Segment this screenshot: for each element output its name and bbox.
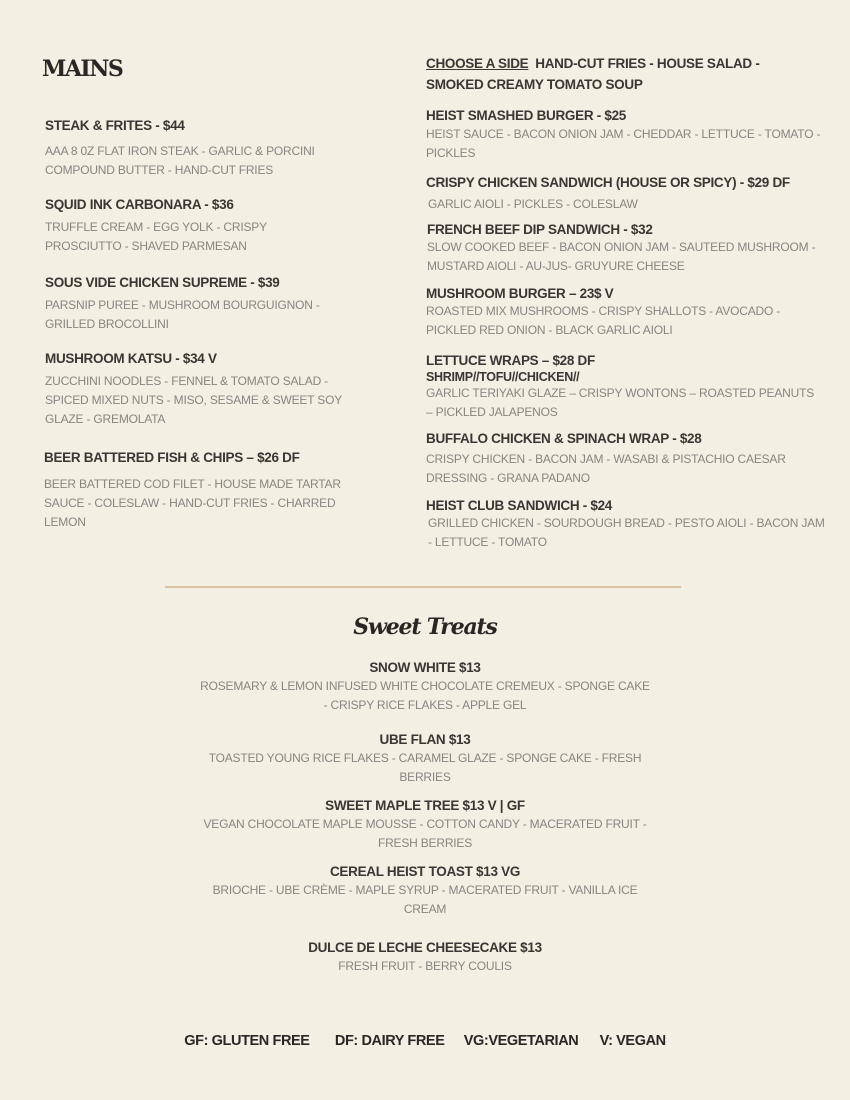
legend-vegetarian: VG:VEGETARIAN bbox=[463, 1033, 579, 1049]
menu-item bbox=[427, 222, 822, 276]
item-name: STEAK & FRITES - $44 bbox=[45, 118, 185, 133]
item-name: CRISPY CHICKEN SANDWICH (HOUSE OR SPICY) - $29 DF bbox=[426, 175, 790, 190]
item-name: MUSHROOM BURGER – 23$ V bbox=[426, 286, 614, 301]
item-name: FRENCH BEEF DIP SANDWICH - $32 bbox=[427, 222, 653, 237]
legend-gluten-free: GF: GLUTEN FREE bbox=[184, 1033, 310, 1049]
menu-item bbox=[45, 118, 345, 180]
item-description: ZUCCHINI NOODLES - FENNEL & TOMATO SALAD - SPICED MIXED NUTS - MISO, SESAME & SWEET SOY GLAZE - GREMOLATA bbox=[45, 374, 342, 426]
item-description: PARSNIP PUREE - MUSHROOM BOURGUIGNON - GRILLED BROCOLLINI bbox=[45, 298, 320, 331]
choose-side bbox=[426, 53, 786, 95]
item-name: SQUID INK CARBONARA - $36 bbox=[45, 197, 234, 212]
item-name: BEER BATTERED FISH & CHIPS – $26 DF bbox=[44, 450, 300, 465]
item-description: BEER BATTERED COD FILET - HOUSE MADE TARTAR SAUCE - COLESLAW - HAND-CUT FRIES - CHARRED LEMON bbox=[44, 477, 341, 529]
dessert-item bbox=[200, 798, 650, 853]
legend-vegan: V: VEGAN bbox=[599, 1033, 666, 1049]
menu-item bbox=[45, 351, 345, 429]
item-description: BRIOCHE - UBE CRÈME - MAPLE SYRUP - MACERATED FRUIT - VANILLA ICE CREAM bbox=[212, 883, 638, 916]
item-description: GARLIC AIOLI - PICKLES - COLESLAW bbox=[428, 197, 638, 211]
item-name: SOUS VIDE CHICKEN SUPREME - $39 bbox=[45, 275, 280, 290]
side-options: HAND-CUT FRIES - HOUSE SALAD - SMOKED CREAMY TOMATO SOUP bbox=[426, 56, 760, 92]
item-name: DULCE DE LECHE CHEESECAKE $13 bbox=[308, 940, 542, 955]
desserts-heading: Sweet Treats bbox=[353, 614, 497, 640]
menu-item bbox=[426, 108, 821, 163]
item-name: BUFFALO CHICKEN & SPINACH WRAP - $28 bbox=[426, 431, 702, 446]
item-name: LETTUCE WRAPS – $28 DF bbox=[426, 353, 595, 368]
item-description: ROSEMARY & LEMON INFUSED WHITE CHOCOLATE CREMEUX - SPONGE CAKE - CRISPY RICE FLAKES - APPLE GEL bbox=[200, 679, 650, 712]
menu-item bbox=[45, 275, 345, 334]
item-name: MUSHROOM KATSU - $34 V bbox=[45, 351, 217, 366]
item-description: TOASTED YOUNG RICE FLAKES - CARAMEL GLAZE - SPONGE CAKE - FRESH BERRIES bbox=[208, 751, 642, 784]
item-name: SWEET MAPLE TREE $13 V | GF bbox=[325, 798, 525, 813]
section-divider bbox=[165, 586, 681, 588]
item-name: HEIST SMASHED BURGER - $25 bbox=[426, 108, 626, 123]
item-subname: SHRIMP//TOFU//CHICKEN// bbox=[426, 370, 580, 384]
item-description: FRESH FRUIT - BERRY COULIS bbox=[338, 959, 512, 973]
item-description: TRUFFLE CREAM - EGG YOLK - CRISPY PROSCIUTTO - SHAVED PARMESAN bbox=[45, 220, 267, 253]
item-description: CRISPY CHICKEN - BACON JAM - WASABI & PISTACHIO CAESAR DRESSING - GRANA PADANO bbox=[426, 452, 786, 485]
mains-heading: MAINS bbox=[42, 56, 123, 82]
side-label: CHOOSE A SIDE bbox=[426, 56, 529, 71]
legend-dairy-free: DF: DAIRY FREE bbox=[334, 1033, 445, 1049]
item-description: ROASTED MIX MUSHROOMS - CRISPY SHALLOTS - AVOCADO - PICKLED RED ONION - BLACK GARLIC AIOLI bbox=[426, 304, 781, 337]
item-name: UBE FLAN $13 bbox=[379, 732, 471, 747]
dessert-item bbox=[200, 660, 650, 715]
menu-item bbox=[426, 431, 796, 488]
item-description: VEGAN CHOCOLATE MAPLE MOUSSE - COTTON CANDY - MACERATED FRUIT - FRESH BERRIES bbox=[203, 817, 647, 850]
item-description: GRILLED CHICKEN - SOURDOUGH BREAD - PESTO AIOLI - BACON JAM - LETTUCE - TOMATO bbox=[428, 516, 825, 549]
menu-item bbox=[426, 286, 826, 340]
menu-item bbox=[426, 498, 826, 552]
item-description: SLOW COOKED BEEF - BACON ONION JAM - SAUTEED MUSHROOM - MUSTARD AIOLI - AU-JUS- GRUYURE CHEESE bbox=[427, 240, 816, 273]
item-name: HEIST CLUB SANDWICH - $24 bbox=[426, 498, 613, 513]
item-description: GARLIC TERIYAKI GLAZE – CRISPY WONTONS – ROASTED PEANUTS – PICKLED JALAPENOS bbox=[426, 386, 815, 419]
dietary-legend bbox=[0, 1033, 850, 1049]
menu-item bbox=[44, 450, 344, 532]
item-name: SNOW WHITE $13 bbox=[369, 660, 481, 675]
dessert-item bbox=[200, 732, 650, 787]
item-description: HEIST SAUCE - BACON ONION JAM - CHEDDAR - LETTUCE - TOMATO - PICKLES bbox=[426, 127, 821, 160]
dessert-item bbox=[200, 864, 650, 919]
menu-item bbox=[426, 353, 821, 422]
menu-item bbox=[45, 197, 345, 256]
item-name: CEREAL HEIST TOAST $13 VG bbox=[329, 864, 521, 879]
item-description: AAA 8 0Z FLAT IRON STEAK - GARLIC & PORCINI COMPOUND BUTTER - HAND-CUT FRIES bbox=[45, 144, 315, 177]
dessert-item bbox=[200, 940, 650, 976]
menu-item bbox=[426, 175, 821, 214]
